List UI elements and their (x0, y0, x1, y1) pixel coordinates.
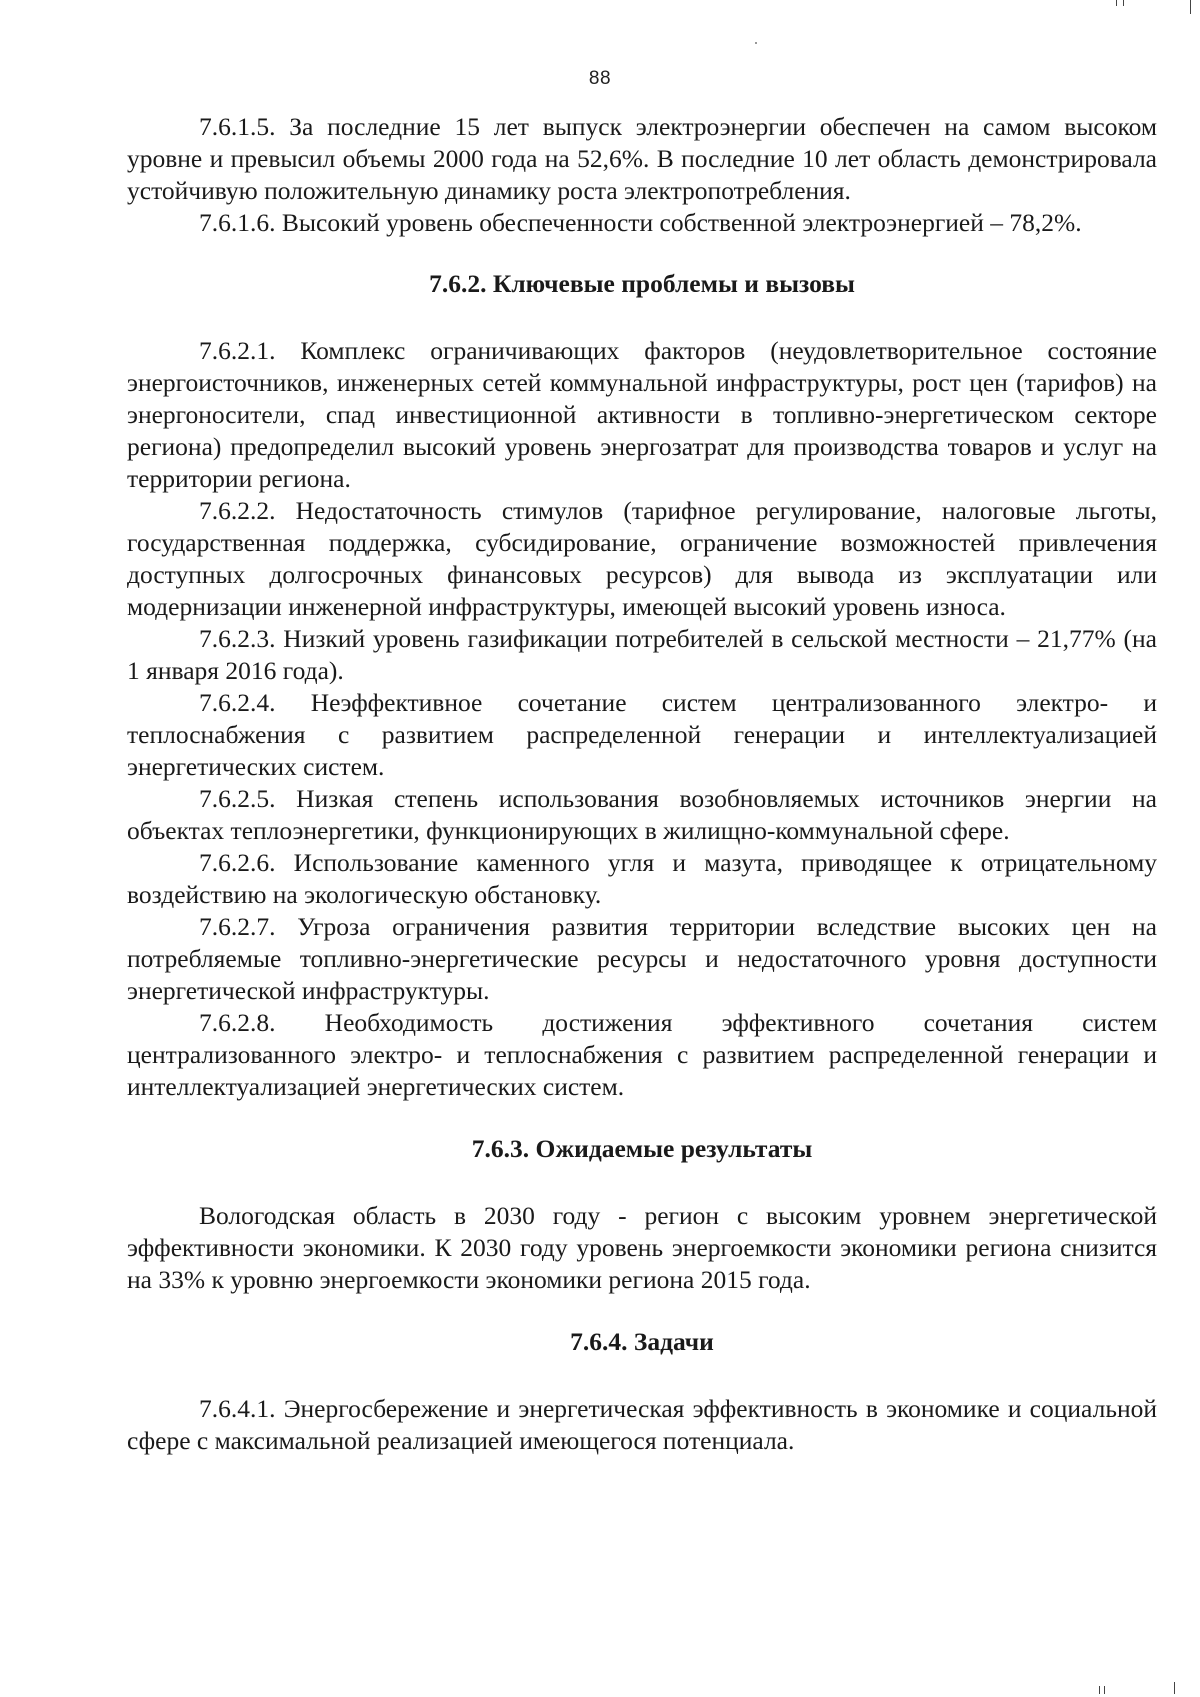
paragraph-7-6-2-6: 7.6.2.6. Использование каменного угля и мазута, приводящее к отрицательному воздействию на экологическую обстановку. (127, 848, 1157, 909)
document-body (127, 111, 1157, 1457)
paragraph-7-6-2-8: 7.6.2.8. Необходимость достижения эффективного сочетания систем централизованного электро- и теплоснабжения с развитием распределенной генерации и интеллектуализацией энергетических систем. (127, 1008, 1157, 1101)
scan-dot (755, 42, 757, 44)
scan-mark (1174, 1682, 1175, 1694)
scan-mark (1190, 0, 1191, 14)
paragraph-7-6-2-4: 7.6.2.4. Неэффективное сочетание систем централизованного электро- и теплоснабжения с развитием распределенной генерации и интеллектуализацией энергетических систем. (127, 688, 1157, 781)
heading-key-problems: 7.6.2. Ключевые проблемы и вызовы (429, 269, 855, 298)
paragraph-7-6-1-5: 7.6.1.5. За последние 15 лет выпуск электроэнергии обеспечен на самом высоком уровне и превысил объемы 2000 года на 52,6%. В последние 10 лет область демонстрировала устойчивую положительную динамику роста электропотребления. (127, 112, 1157, 205)
scan-mark (1123, 0, 1124, 6)
paragraph-7-6-2-1: 7.6.2.1. Комплекс ограничивающих факторов (неудовлетворительное состояние энергоисточников, инженерных сетей коммунальной инфраструктуры, рост цен (тарифов) на энергоносители, спад инвестиционной активности в топливно-энергетическом секторе региона) предопределил высокий уровень энергозатрат для производства товаров и услуг на территории региона. (127, 336, 1157, 493)
heading-tasks: 7.6.4. Задачи (570, 1327, 714, 1356)
paragraph-7-6-4-1: 7.6.4.1. Энергосбережение и энергетическая эффективность в экономике и социальной сфере с максимальной реализацией имеющегося потенциала. (127, 1394, 1157, 1455)
paragraph-7-6-2-3: 7.6.2.3. Низкий уровень газификации потребителей в сельской местности – 21,77% (на 1 января 2016 года). (127, 624, 1157, 685)
paragraph-7-6-2-7: 7.6.2.7. Угроза ограничения развития территории вследствие высоких цен на потребляемые топливно-энергетические ресурсы и недостаточного уровня доступности энергетической инфраструктуры. (127, 912, 1157, 1005)
page-number: 88 (588, 68, 612, 89)
scan-mark (1116, 0, 1117, 6)
scan-mark (1104, 1686, 1105, 1694)
paragraph-7-6-2-2: 7.6.2.2. Недостаточность стимулов (тарифное регулирование, налоговые льготы, государственная поддержка, субсидирование, ограничение возможностей привлечения доступных долгосрочных финансовых ресурсов) для вывода из эксплуатации или модернизации инженерной инфраструктуры, имеющей высокий уровень износа. (127, 496, 1157, 621)
paragraph-7-6-2-5: 7.6.2.5. Низкая степень использования возобновляемых источников энергии на объектах теплоэнергетики, функционирующих в жилищно-коммунальной сфере. (127, 784, 1157, 845)
paragraph-7-6-1-6: 7.6.1.6. Высокий уровень обеспеченности собственной электроэнергией – 78,2%. (199, 208, 1082, 237)
heading-expected-results: 7.6.3. Ожидаемые результаты (471, 1134, 813, 1163)
paragraph-expected-results: Вологодская область в 2030 году - регион с высоким уровнем энергетической эффективности экономики. К 2030 году уровень энергоемкости экономики региона снизится на 33% к уровню энергоемкости экономики региона 2015 года. (127, 1201, 1157, 1294)
scan-mark (1099, 1686, 1100, 1694)
